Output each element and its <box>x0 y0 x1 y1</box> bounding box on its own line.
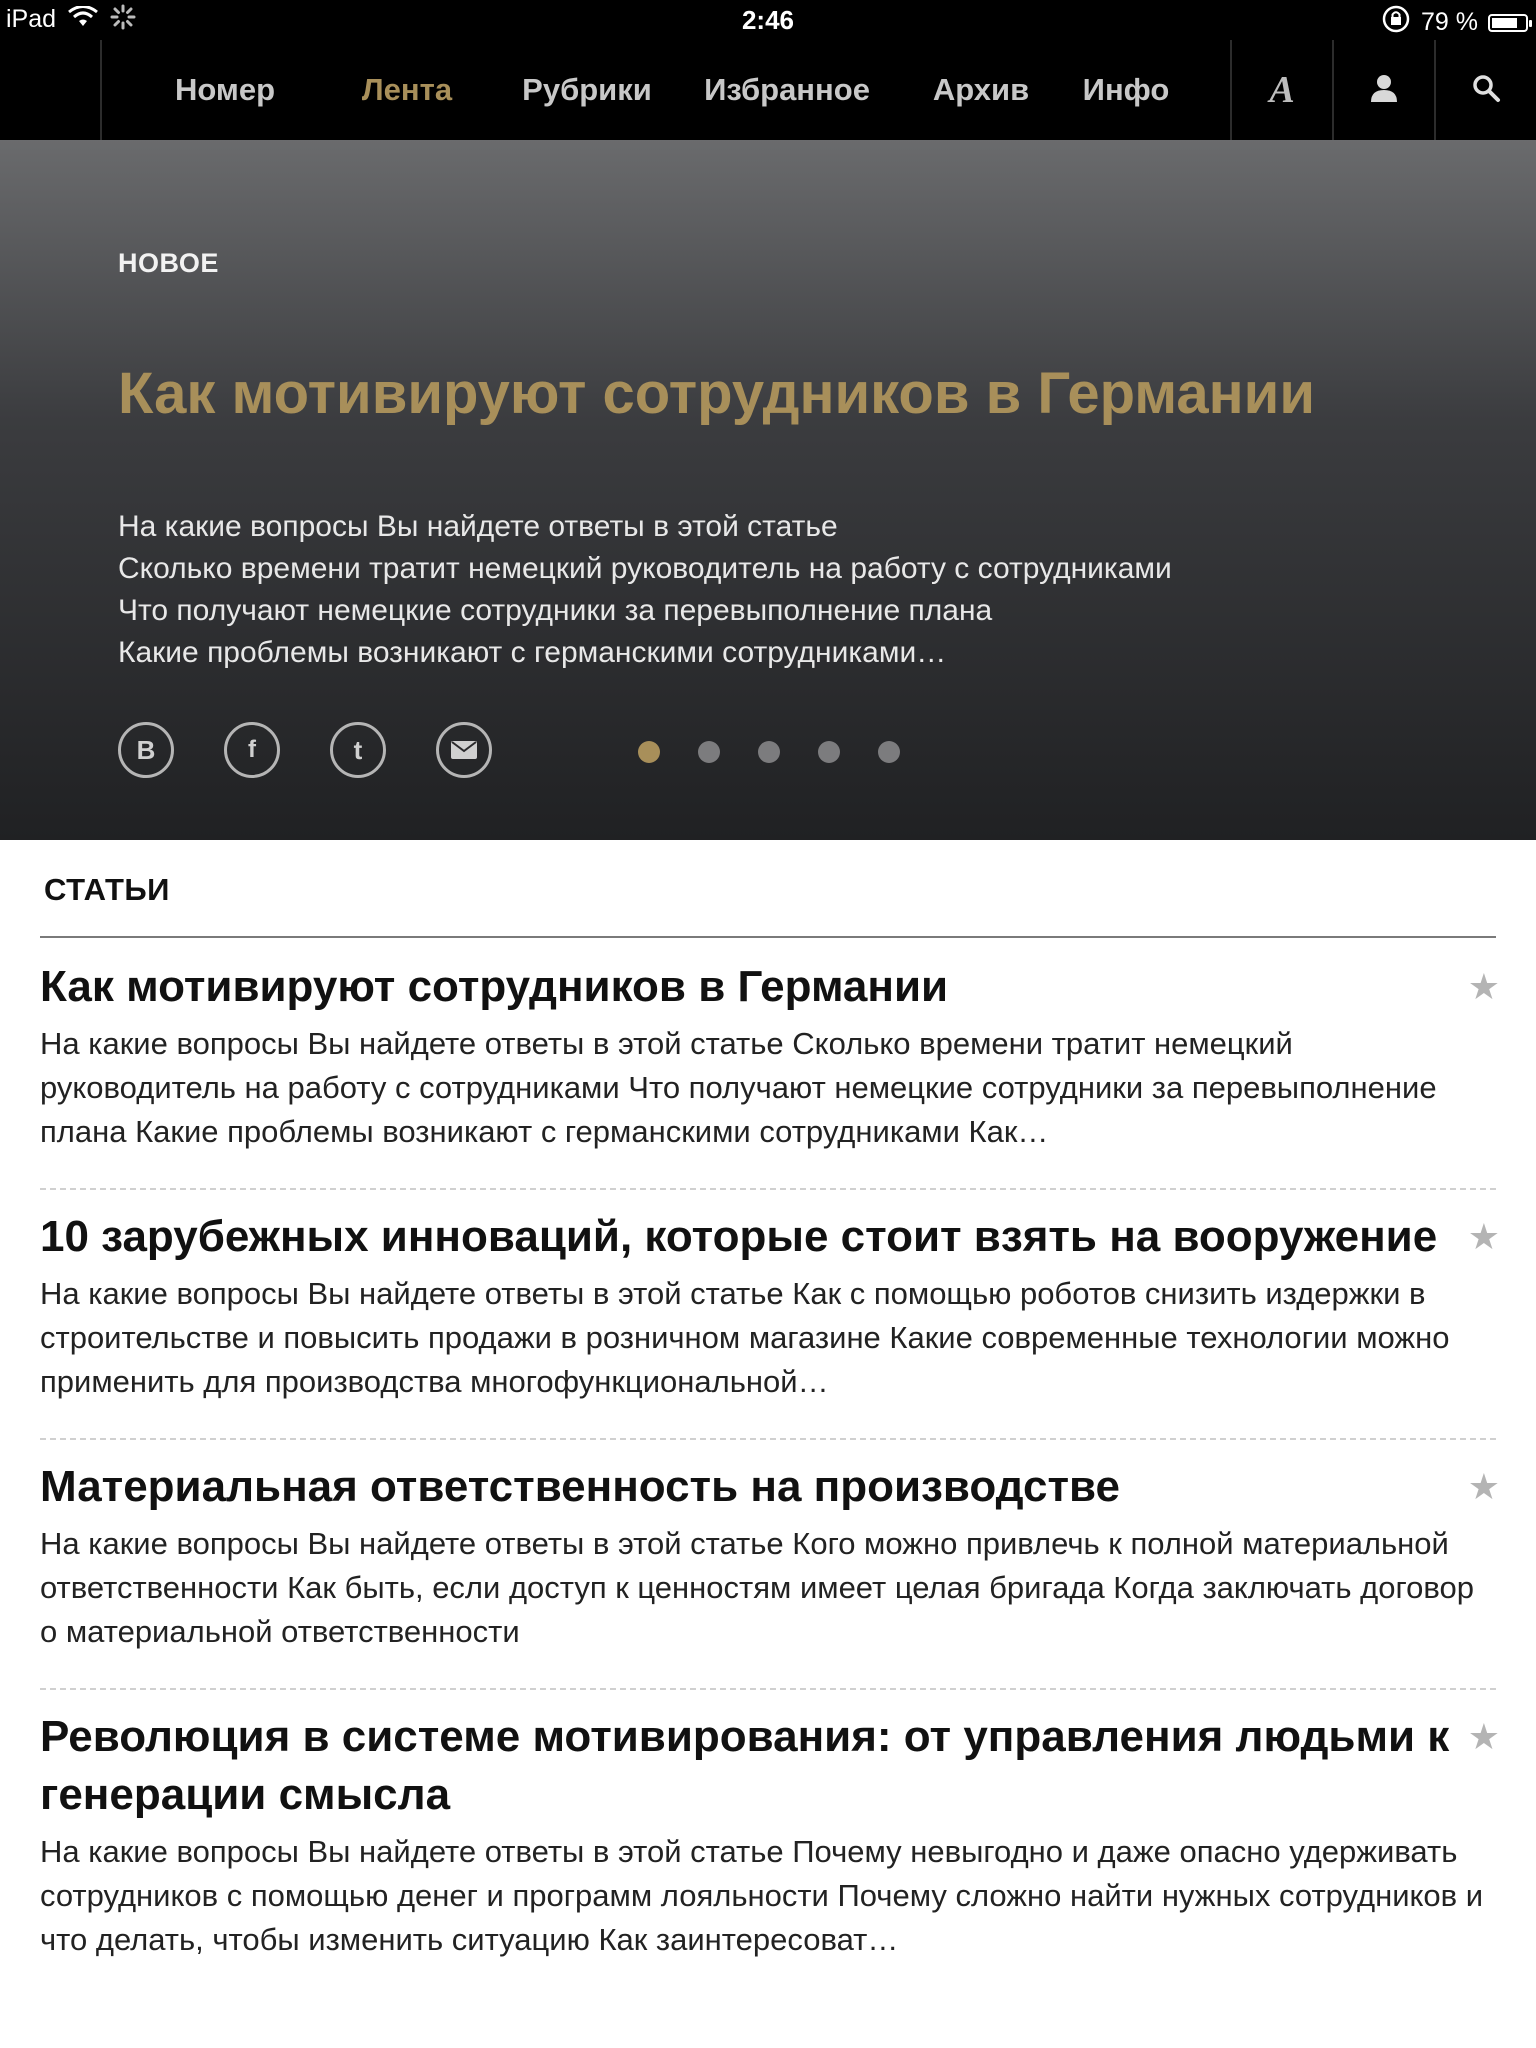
search-icon <box>1471 73 1501 108</box>
status-bar <box>0 0 1536 40</box>
featured-article-banner[interactable] <box>0 140 1536 840</box>
featured-summary-line: Что получают немецкие сотрудники за перевыполнение плана <box>118 594 993 627</box>
battery-percent: 79 % <box>1421 8 1478 36</box>
facebook-icon: f <box>248 736 256 763</box>
carousel-dot[interactable] <box>878 741 900 763</box>
favorite-star-icon[interactable]: ★ <box>1467 1466 1500 1507</box>
tab-lenta[interactable]: Лента <box>361 72 453 107</box>
tab-rubriki[interactable]: Рубрики <box>522 72 652 107</box>
font-size-button[interactable] <box>1232 40 1332 140</box>
featured-summary <box>118 506 1498 674</box>
vk-icon: В <box>136 734 156 765</box>
nav-divider <box>100 40 102 140</box>
battery-icon <box>1488 14 1528 32</box>
share-vk-button[interactable] <box>118 722 174 778</box>
favorite-star-icon[interactable]: ★ <box>1467 966 1500 1007</box>
tab-info[interactable]: Инфо <box>1082 72 1170 107</box>
search-button[interactable] <box>1436 40 1536 140</box>
profile-button[interactable] <box>1334 40 1434 140</box>
section-title: СТАТЬИ <box>44 872 170 907</box>
orientation-lock-icon <box>1381 4 1411 41</box>
share-facebook-button[interactable] <box>224 722 280 778</box>
article-summary: На какие вопросы Вы найдете ответы в этой статье Как с помощью роботов снизить издержки в строительстве и повысить продажи в розничном магазине Какие современные технологии можно применить для производства многофункциональной… <box>40 1276 1450 1399</box>
article-summary: На какие вопросы Вы найдете ответы в этой статье Кого можно привлечь к полной материальной ответственности Как быть, если доступ к ценностям имеет целая бригада Когда заключать договор о материальной ответственности <box>40 1526 1474 1649</box>
featured-summary-line: Сколько времени тратит немецкий руководитель на работу с сотрудниками <box>118 552 1172 585</box>
article-item[interactable] <box>40 1440 1500 1690</box>
carousel-dot[interactable] <box>758 741 780 763</box>
article-item[interactable] <box>40 940 1500 1190</box>
favorite-star-icon[interactable]: ★ <box>1467 1216 1500 1257</box>
article-title[interactable]: Материальная ответственность на производстве <box>40 1462 1120 1511</box>
featured-label: НОВОЕ <box>118 248 219 278</box>
clock: 2:46 <box>741 5 795 35</box>
article-title[interactable]: Как мотивируют сотрудников в Германии <box>40 962 949 1011</box>
share-buttons <box>118 722 492 778</box>
article-title[interactable]: 10 зарубежных инноваций, которые стоит взять на вооружение <box>40 1212 1438 1261</box>
article-summary: На какие вопросы Вы найдете ответы в этой статье Сколько времени тратит немецкий руководитель на работу с сотрудниками Что получают немецкие сотрудники за перевыполнение плана Какие проблемы возникают с германскими сотрудниками Как… <box>40 1026 1437 1149</box>
font-icon: A <box>1269 69 1295 111</box>
article-item[interactable] <box>40 1690 1500 1996</box>
carousel-dot[interactable] <box>818 741 840 763</box>
featured-summary-line: Какие проблемы возникают с германскими сотрудниками… <box>118 636 947 669</box>
share-email-button[interactable] <box>436 722 492 778</box>
tab-izbrannoe[interactable]: Избранное <box>704 72 870 107</box>
favorite-star-icon[interactable]: ★ <box>1467 1716 1500 1757</box>
carousel-dot[interactable] <box>638 741 660 763</box>
share-twitter-button[interactable] <box>330 722 386 778</box>
article-summary: На какие вопросы Вы найдете ответы в этой статье Почему невыгодно и даже опасно удерживать сотрудников с помощью денег и программ лояльности Почему сложно найти нужных сотрудников и что делать, чтобы изменить ситуацию Как заинтересоват… <box>40 1834 1484 1957</box>
twitter-icon: t <box>353 734 363 765</box>
mail-icon <box>451 735 477 766</box>
featured-summary-line: На какие вопросы Вы найдете ответы в этой статье <box>118 510 838 543</box>
top-navigation <box>0 40 1536 140</box>
section-divider <box>40 936 1496 938</box>
article-list <box>40 940 1500 1996</box>
user-icon <box>1367 71 1401 110</box>
article-title[interactable]: Революция в системе мотивирования: от управления людьми к генерации смысла <box>40 1712 1450 1819</box>
carousel-dot[interactable] <box>698 741 720 763</box>
tab-arhiv[interactable]: Архив <box>932 72 1030 107</box>
carousel-pagination <box>638 741 900 763</box>
tab-nomer[interactable]: Номер <box>174 72 276 107</box>
carrier-label: iPad <box>6 5 57 33</box>
featured-title[interactable]: Как мотивируют сотрудников в Германии <box>118 361 1315 426</box>
article-item[interactable] <box>40 1190 1500 1440</box>
